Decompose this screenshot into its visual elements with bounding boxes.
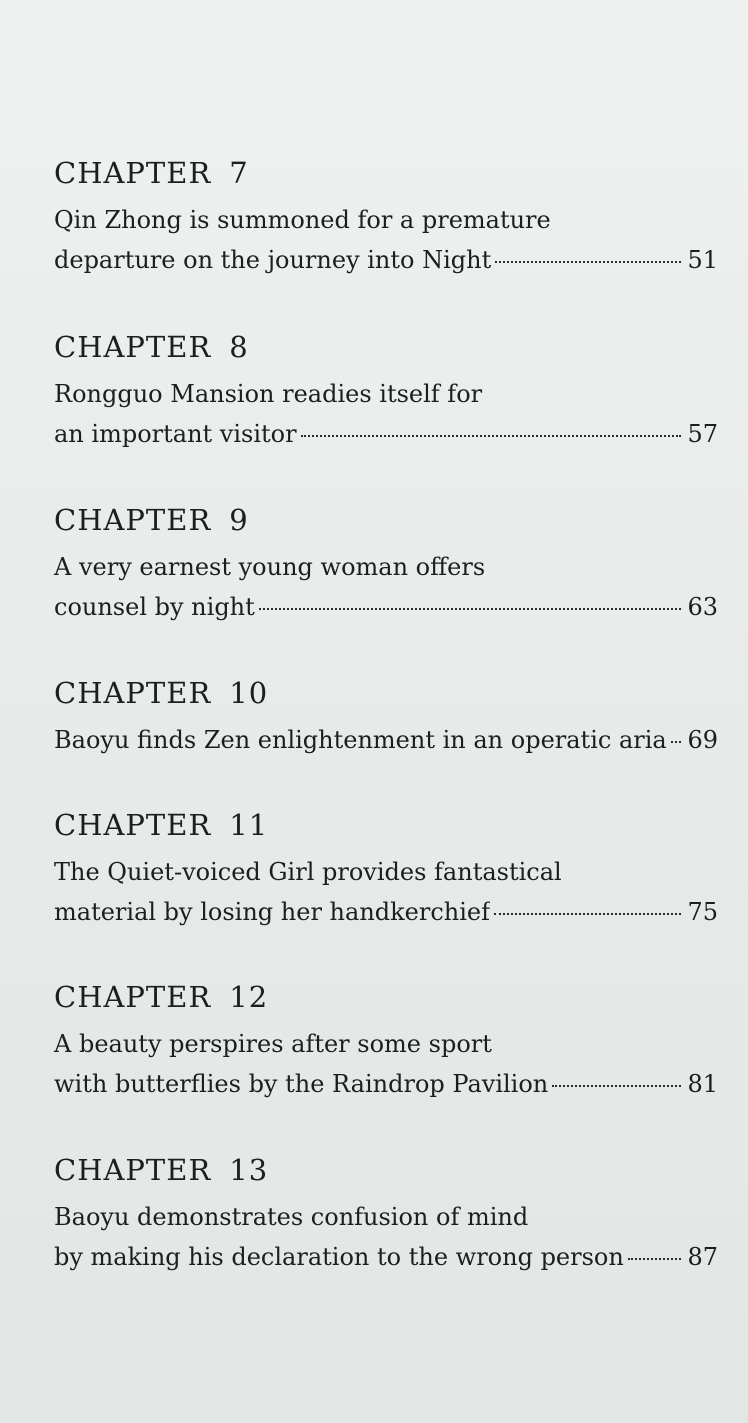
toc-entry-chapter-7 — [54, 156, 718, 280]
chapter-title — [54, 374, 718, 454]
page-number: 75 — [687, 898, 718, 926]
chapter-title-last-line — [54, 414, 718, 454]
chapter-heading — [54, 156, 718, 190]
toc-entry-chapter-11 — [54, 808, 718, 932]
chapter-label: CHAPTER — [54, 330, 212, 364]
page-number: 87 — [687, 1243, 718, 1271]
chapter-title-text: counsel by night — [54, 593, 255, 621]
chapter-title-text: material by losing her handkerchief — [54, 898, 491, 926]
dot-leader — [259, 608, 682, 610]
chapter-label: CHAPTER — [54, 503, 212, 537]
chapter-title-line: Qin Zhong is summoned for a premature — [54, 206, 551, 234]
chapter-title — [54, 200, 718, 280]
chapter-title — [54, 547, 718, 627]
chapter-title-text: by making his declaration to the wrong person — [54, 1243, 624, 1271]
chapter-heading — [54, 980, 718, 1014]
toc-entry-chapter-13 — [54, 1153, 718, 1277]
chapter-title-text: departure on the journey into Night — [54, 246, 492, 274]
chapter-title-line: A beauty perspires after some sport — [54, 1030, 492, 1058]
chapter-title-text: with butterflies by the Raindrop Pavilion — [54, 1070, 549, 1098]
chapter-title-line: The Quiet-voiced Girl provides fantastical — [54, 858, 562, 886]
chapter-number: 7 — [229, 156, 249, 190]
chapter-heading — [54, 1153, 718, 1187]
chapter-title — [54, 852, 718, 932]
dot-leader — [628, 1258, 682, 1260]
dot-leader — [494, 913, 681, 915]
chapter-title-last-line — [54, 240, 718, 280]
page-number: 63 — [687, 593, 718, 621]
toc-entry-chapter-9 — [54, 503, 718, 627]
chapter-label: CHAPTER — [54, 676, 212, 710]
chapter-title-line: Baoyu demonstrates confusion of mind — [54, 1203, 529, 1231]
toc-entry-chapter-10 — [54, 676, 718, 760]
chapter-title-last-line — [54, 892, 718, 932]
chapter-title-last-line — [54, 720, 718, 760]
chapter-number: 12 — [229, 980, 269, 1014]
chapter-heading — [54, 676, 718, 710]
chapter-number: 13 — [229, 1153, 269, 1187]
chapter-number: 11 — [229, 808, 269, 842]
chapter-title — [54, 1024, 718, 1104]
dot-leader — [495, 261, 681, 263]
chapter-heading — [54, 330, 718, 364]
chapter-label: CHAPTER — [54, 156, 212, 190]
chapter-label: CHAPTER — [54, 1153, 212, 1187]
chapter-heading — [54, 503, 718, 537]
dot-leader — [552, 1085, 681, 1087]
page-number: 81 — [687, 1070, 718, 1098]
chapter-title-text: Baoyu finds Zen enlightenment in an operatic aria — [54, 726, 667, 754]
chapter-title — [54, 1197, 718, 1277]
chapter-title-last-line — [54, 1064, 718, 1104]
chapter-title-line: Rongguo Mansion readies itself for — [54, 380, 483, 408]
chapter-number: 9 — [229, 503, 249, 537]
dot-leader — [671, 741, 682, 743]
toc-entry-chapter-12 — [54, 980, 718, 1104]
page-number: 69 — [687, 726, 718, 754]
chapter-label: CHAPTER — [54, 808, 212, 842]
chapter-heading — [54, 808, 718, 842]
chapter-number: 10 — [229, 676, 269, 710]
page-number: 51 — [687, 246, 718, 274]
chapter-title-last-line — [54, 587, 718, 627]
chapter-title — [54, 720, 718, 760]
page-number: 57 — [687, 420, 718, 448]
toc-entry-chapter-8 — [54, 330, 718, 454]
chapter-title-last-line — [54, 1237, 718, 1277]
chapter-number: 8 — [229, 330, 249, 364]
chapter-title-line: A very earnest young woman offers — [54, 553, 486, 581]
dot-leader — [301, 435, 682, 437]
chapter-title-text: an important visitor — [54, 420, 297, 448]
chapter-label: CHAPTER — [54, 980, 212, 1014]
